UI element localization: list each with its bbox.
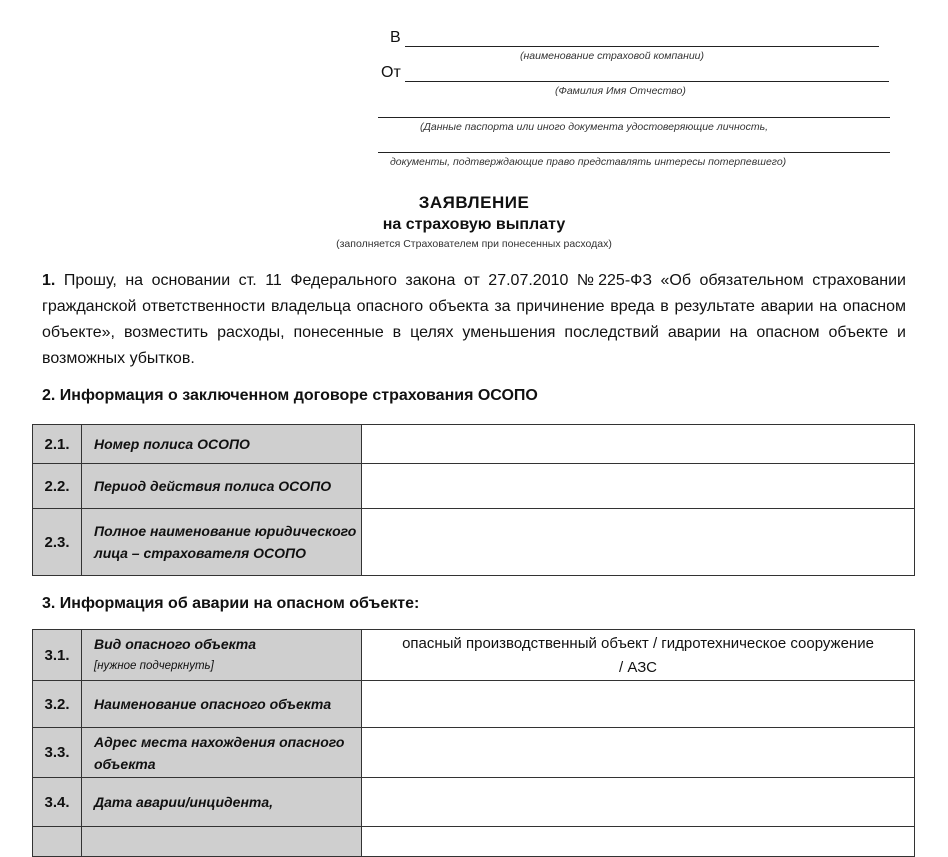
table-row: [33, 464, 915, 509]
row-number: [33, 827, 82, 857]
recipient-row: [390, 29, 879, 47]
row-label: Наименование опасного объекта: [82, 681, 362, 728]
sender-row: [381, 64, 889, 82]
sender-field[interactable]: [405, 65, 889, 82]
row-sublabel: [нужное подчеркнуть]: [94, 660, 214, 672]
row-number: 2.3.: [33, 509, 82, 576]
row-number: 2.2.: [33, 464, 82, 509]
policyholder-name-field[interactable]: [362, 509, 915, 576]
accident-table: [32, 629, 915, 857]
passport-caption: (Данные паспорта или иного документа удостоверяющие личность,: [420, 121, 769, 133]
policy-period-field[interactable]: [362, 464, 915, 509]
next-field[interactable]: [362, 827, 915, 857]
paragraph-number: 1.: [42, 272, 56, 289]
table-row: [33, 630, 915, 681]
row-number: 2.1.: [33, 425, 82, 464]
row-label: Адрес места нахождения опасного объекта: [82, 728, 362, 778]
table-row: [33, 681, 915, 728]
sender-caption: (Фамилия Имя Отчество): [555, 85, 686, 97]
row-number: 3.1.: [33, 630, 82, 681]
row-number: 3.2.: [33, 681, 82, 728]
document-subtitle: на страховую выплату: [382, 216, 566, 233]
document-note: (заполняется Страхователем при понесенных расходах): [336, 238, 612, 250]
rights-field[interactable]: [378, 152, 890, 153]
paragraph-text: Прошу, на основании ст. 11 Федерального закона от 27.07.2010 №225-ФЗ «Об обязательном страховании гражданской ответственности владельца опасного объекта за причинение вреда в результате аварии на опасном объекте», возместить расходы, понесенные в целях уменьшения последствий аварии на опасном объекте и возможных убытков.: [42, 272, 906, 367]
passport-field[interactable]: [378, 117, 890, 118]
document-title: ЗАЯВЛЕНИЕ: [418, 193, 530, 212]
object-name-field[interactable]: [362, 681, 915, 728]
table-row: [33, 425, 915, 464]
row-label: Полное наименование юридического лица – страхователя ОСОПО: [82, 509, 362, 576]
accident-date-field[interactable]: [362, 778, 915, 827]
table-row: [33, 728, 915, 778]
sender-label: От: [381, 64, 401, 81]
rights-caption: документы, подтверждающие право представлять интересы потерпевшего): [390, 156, 787, 168]
object-address-field[interactable]: [362, 728, 915, 778]
table-row: [33, 778, 915, 827]
recipient-field[interactable]: [405, 30, 879, 47]
recipient-caption: (наименование страховой компании): [520, 50, 705, 62]
policy-table: [32, 424, 915, 576]
table-row: [33, 827, 915, 857]
row-label-text: Вид опасного объекта: [94, 636, 256, 652]
object-type-field[interactable]: опасный производственный объект / гидротехническое сооружение / АЗС: [362, 630, 915, 681]
section-3-heading: 3. Информация об аварии на опасном объекте:: [42, 595, 420, 612]
row-label: Период действия полиса ОСОПО: [82, 464, 362, 509]
row-label: [82, 630, 362, 681]
row-number: 3.4.: [33, 778, 82, 827]
table-row: [33, 509, 915, 576]
row-label: Дата аварии/инцидента,: [82, 778, 362, 827]
request-paragraph: [42, 268, 906, 372]
recipient-label: В: [390, 29, 401, 46]
row-number: 3.3.: [33, 728, 82, 778]
row-label: Номер полиса ОСОПО: [82, 425, 362, 464]
section-2-heading: 2. Информация о заключенном договоре страхования ОСОПО: [42, 387, 538, 404]
row-label: [82, 827, 362, 857]
policy-number-field[interactable]: [362, 425, 915, 464]
